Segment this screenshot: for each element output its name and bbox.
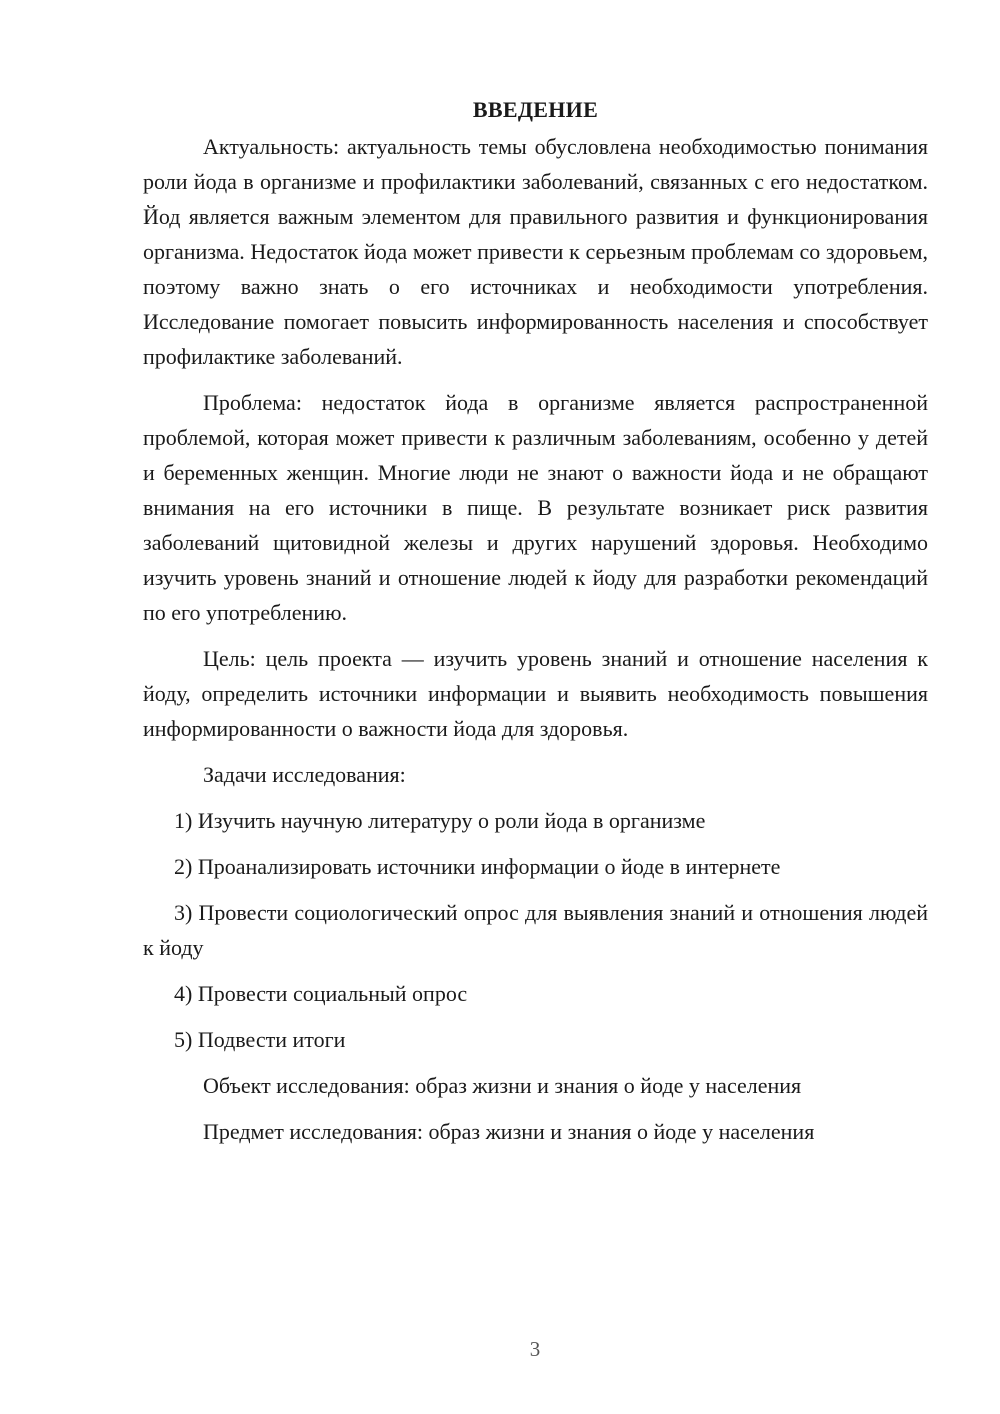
goal-paragraph: Цель: цель проекта — изучить уровень знаний и отношение населения к йоду, определить источники информации и выявить необходимость повышения информированности о важности йода для здоровья. bbox=[143, 646, 928, 741]
page-number: 3 bbox=[529, 1337, 541, 1361]
research-object: Объект исследования: образ жизни и знания о йоде у населения bbox=[203, 1073, 802, 1098]
task-item-2: 2) Проанализировать источники информации о йоде в интернете bbox=[174, 854, 781, 879]
tasks-heading: Задачи исследования: bbox=[203, 762, 406, 787]
page-title: ВВЕДЕНИЕ bbox=[472, 97, 599, 122]
page-content bbox=[143, 92, 928, 1149]
task-item-1: 1) Изучить научную литературу о роли йода в организме bbox=[174, 808, 706, 833]
task-item-3: 3) Провести социологический опрос для выявления знаний и отношения людей к йоду bbox=[143, 900, 928, 960]
task-item-4: 4) Провести социальный опрос bbox=[174, 981, 468, 1006]
relevance-paragraph: Актуальность: актуальность темы обусловлена необходимостью понимания роли йода в организме и профилактики заболеваний, связанных с его недостатком. Йод является важным элементом для правильного развития и функционирования организма. Недостаток йода может привести к серьезным проблемам со здоровьем, поэтому важно знать о его источниках и необходимости употребления. Исследование помогает повысить информированность населения и способствует профилактике заболеваний. bbox=[143, 134, 928, 369]
problem-paragraph: Проблема: недостаток йода в организме является распространенной проблемой, которая может привести к различным заболеваниям, особенно у детей и беременных женщин. Многие люди не знают о важности йода и не обращают внимания на его источники в пище. В результате возникает риск развития заболеваний щитовидной железы и других нарушений здоровья. Необходимо изучить уровень знаний и отношение людей к йоду для разработки рекомендаций по его употреблению. bbox=[143, 390, 928, 625]
research-subject: Предмет исследования: образ жизни и знания о йоде у населения bbox=[203, 1119, 815, 1144]
task-item-5: 5) Подвести итоги bbox=[174, 1027, 346, 1052]
